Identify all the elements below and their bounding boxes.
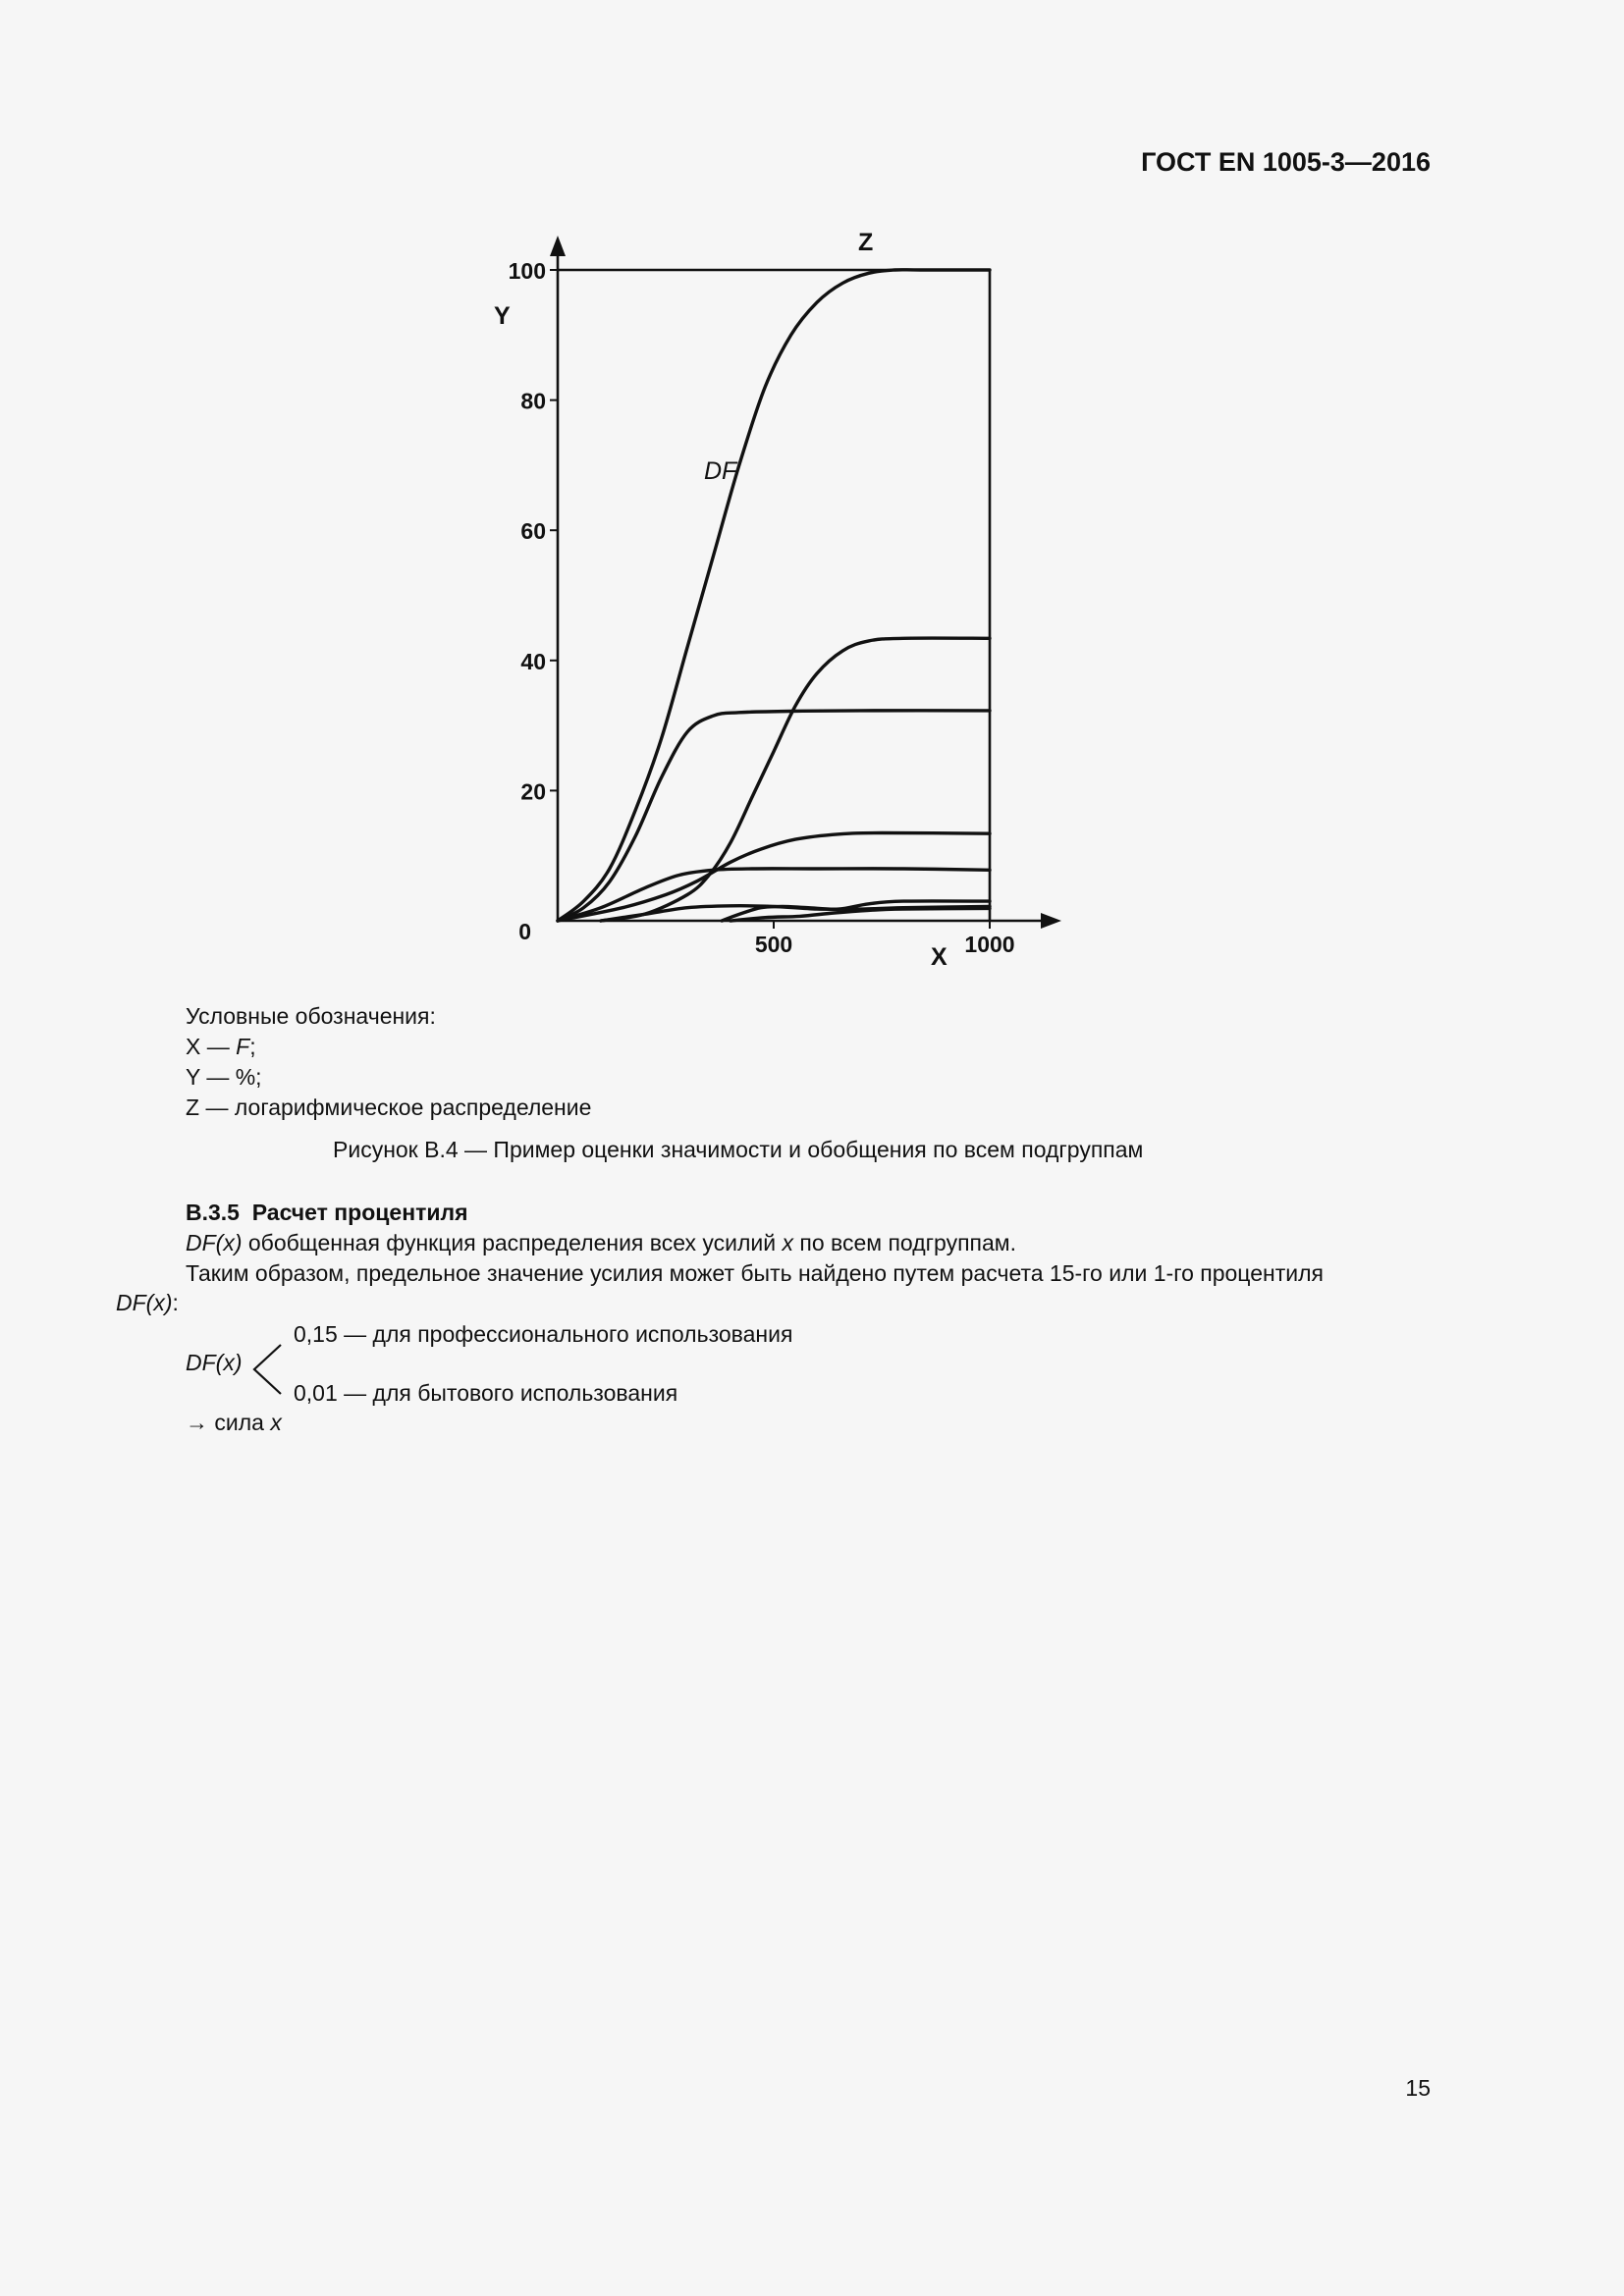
y-tick-label: 100 — [508, 258, 546, 284]
z-label: Z — [858, 229, 874, 256]
formula-case-household: 0,01 — для бытового использования — [294, 1380, 678, 1406]
legend-z: Z — логарифмическое распределение — [186, 1095, 592, 1120]
plot-frame — [550, 236, 1061, 929]
figure-legend — [186, 1001, 591, 1123]
section-title: Расчет процентиля — [251, 1200, 468, 1225]
arrow-icon: → — [186, 1410, 208, 1435]
df-annotation: DF — [704, 457, 737, 485]
section-number: В.3.5 — [186, 1200, 240, 1225]
series-line-2 — [558, 711, 990, 921]
y-axis-label: Y — [494, 302, 511, 330]
paragraph-2-continuation: DF(x): — [116, 1290, 179, 1315]
paragraph-2: Таким образом, предельное значение усилия может быть найдено путем расчета 15-го или 1-го процентиля — [186, 1260, 1324, 1286]
formula-function: DF(x) — [186, 1350, 243, 1375]
brace-icon — [251, 1343, 291, 1396]
x-axis-arrow — [1041, 913, 1061, 929]
x-tick-label: 1000 — [964, 932, 1015, 957]
figure-caption: Рисунок В.4 — Пример оценки значимости и обобщения по всем подгруппам — [333, 1137, 1144, 1162]
ticks — [509, 258, 1015, 957]
standard-code-header: ГОСТ EN 1005-3—2016 — [1141, 147, 1431, 177]
series — [558, 270, 990, 921]
formula-result: → сила x — [186, 1410, 282, 1435]
x-tick-label: 500 — [754, 932, 793, 957]
paragraph-1: DF(x) обобщенная функция распределения всех усилий x по всем подгруппам. — [186, 1230, 1016, 1255]
page-number: 15 — [1405, 2075, 1431, 2101]
legend-x: X — F; — [186, 1034, 256, 1059]
y-tick-label: 0 — [518, 919, 531, 944]
series-line-8 — [731, 908, 990, 921]
series-line-df — [558, 270, 990, 921]
legend-title: Условные обозначения: — [186, 1003, 436, 1029]
y-tick-label: 20 — [520, 778, 546, 805]
legend-y: Y — %; — [186, 1064, 262, 1090]
y-tick-label: 80 — [520, 388, 546, 414]
section-heading — [186, 1200, 468, 1226]
distribution-chart — [0, 0, 1624, 982]
x-axis-label: X — [931, 943, 947, 971]
formula-case-professional: 0,15 — для профессионального использования — [294, 1321, 793, 1347]
y-tick-label: 60 — [520, 518, 546, 545]
series-line-5 — [558, 869, 990, 921]
y-axis-arrow — [550, 236, 566, 256]
y-tick-label: 40 — [520, 648, 546, 674]
